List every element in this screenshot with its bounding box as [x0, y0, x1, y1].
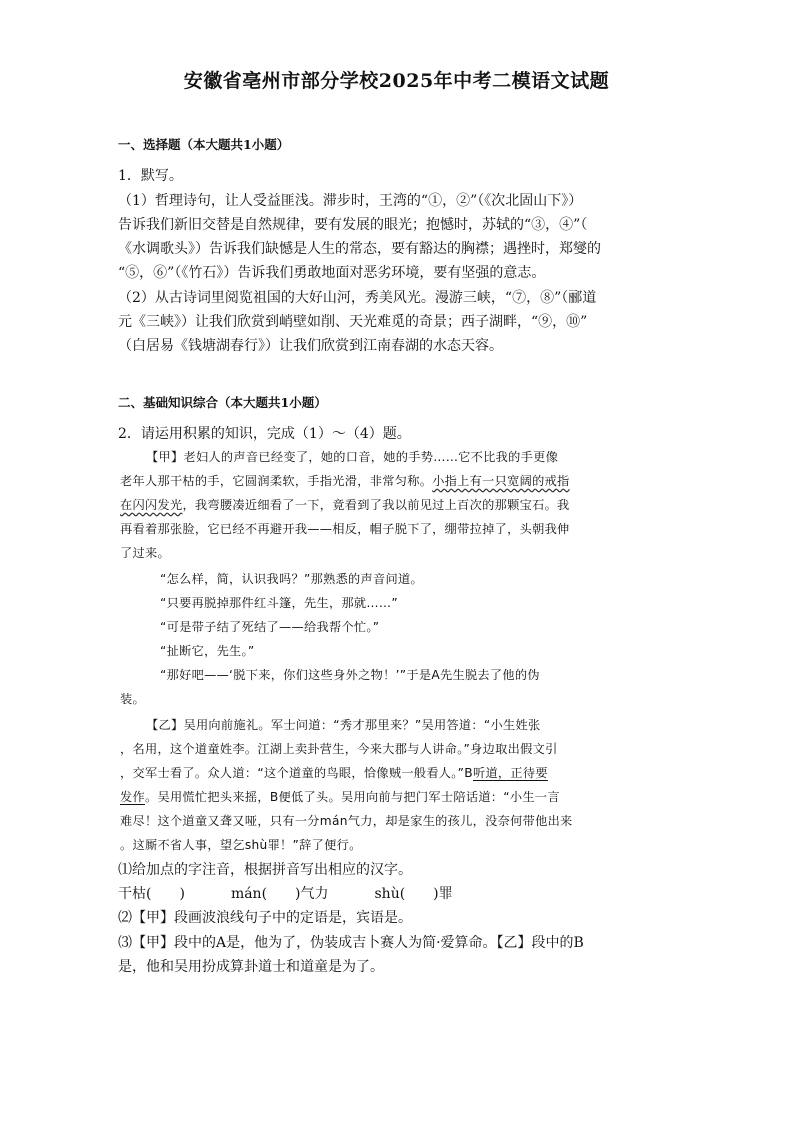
- passage-jia-text: 老年人那干枯的手，它圆润柔软，手指光滑，非常匀称。: [120, 474, 433, 488]
- blank-item: 干枯( ): [118, 886, 185, 902]
- passage-jia-line: [120, 496, 672, 513]
- passage-yi-line: 【乙】吴用向前施礼。军士问道：“秀才那里来？”吴用答道：“小生姓张: [146, 718, 541, 732]
- q1-stem: 1．默写。: [118, 168, 183, 184]
- q1-line: 《水调歌头》）告诉我们缺憾是人生的常态，要有豁达的胸襟；遇挫时，郑燮的: [118, 241, 601, 257]
- blank-item: mán( )气力: [230, 886, 329, 902]
- passage-jia-line: [120, 472, 672, 489]
- passage-jia-line: 再看着那张脸，它已经不再避开我——相反，帽子脱下了，绷带拉掉了，头朝我伸: [120, 522, 570, 536]
- dialogue-line: “那好吧——‘脱下来，你们这些身外之物！’”于是A先生脱去了他的伪: [160, 668, 540, 682]
- underlined-phrase: 发作: [120, 790, 145, 804]
- q1-line: “⑤，⑥”（《竹石》）告诉我们勇敢地面对恶劣环境，要有坚强的意志。: [118, 265, 546, 281]
- dialogue-line: “怎么样，简，认识我吗？”那熟悉的声音问道。: [160, 572, 423, 586]
- sub-question-2: ⑵【甲】段画波浪线句子中的定语是，宾语是。: [118, 910, 412, 926]
- section1-heading: 一、选择题（本大题共1小题）: [118, 137, 290, 152]
- dialogue-line: “只要再脱掉那件红斗篷，先生，那就……”: [160, 596, 399, 610]
- passage-jia-line: 【甲】老妇人的声音已经变了，她的口音，她的手势……它不比我的手更像: [146, 450, 559, 464]
- dialogue-line: 装。: [120, 692, 145, 706]
- sub-question-1-items: [118, 883, 678, 903]
- blank-item: shù( )罪: [374, 886, 453, 902]
- page-title: 安徽省亳州市部分学校2025年中考二模语文试题: [183, 70, 610, 92]
- q1-line: （2）从古诗词里阅览祖国的大好山河，秀美风光。漫游三峡，“⑦，⑧”（郦道: [118, 290, 597, 306]
- underlined-phrase: 听道，正待要: [472, 766, 548, 780]
- q2-stem: 2．请运用积累的知识，完成（1）～（4）题。: [118, 426, 411, 442]
- q1-line: 元《三峡》）让我们欣赏到峭壁如削、天光难觅的奇景；西子湖畔，“⑨，⑩”: [118, 314, 588, 330]
- passage-yi-text: 。吴用慌忙把头来摇，B便低了头。吴用向前与把门军士陪话道：“小生一言: [144, 790, 560, 804]
- wavy-underlined-sentence: 小指上有一只宽阔的戒指: [432, 474, 570, 488]
- passage-jia-line: 了过来。: [120, 546, 170, 560]
- section2-heading: 二、基础知识综合（本大题共1小题）: [118, 395, 327, 410]
- passage-yi-line: 难尽！这个道童又聋又哑，只有一分mán气力，却是家生的孩儿，没奈何带他出来: [120, 814, 573, 828]
- passage-jia-text: ，我弯腰凑近细看了一下，竟看到了我以前见过上百次的那颗宝石。我: [182, 498, 570, 512]
- passage-yi-line: [120, 788, 672, 805]
- q1-line: 告诉我们新旧交替是自然规律，要有发展的眼光；抱憾时，苏轼的“③，④”（: [118, 217, 588, 233]
- sub-question-1: ⑴给加点的字注音，根据拼音写出相应的汉字。: [118, 862, 412, 878]
- dialogue-line: “扯断它，先生。”: [160, 644, 255, 658]
- passage-yi-line: ，名用，这个道童姓李。江湖上卖卦营生，今来大郡与人讲命。”身边取出假文引: [120, 742, 558, 756]
- sub-question-3: ⑶【甲】段中的A是，他为了，伪装成吉卜赛人为简·爱算命。【乙】段中的B: [118, 935, 584, 951]
- sub-question-3: 是，他和吴用扮成算卦道士和道童是为了。: [118, 959, 384, 975]
- dialogue-line: “可是带子结了死结了——给我帮个忙。”: [160, 620, 380, 634]
- q1-line: （1）哲理诗句，让人受益匪浅。滞步时，王湾的“①，②”（《次北固山下》）: [118, 193, 583, 209]
- passage-yi-line: 。这厮不省人事，望乞shù罪！”辞了便行。: [120, 838, 362, 852]
- passage-yi-line: [120, 764, 672, 781]
- wavy-underlined-sentence: 在闪闪发光: [120, 498, 183, 512]
- passage-yi-text: ，交军士看了。众人道：“这个道童的鸟眼，恰像贼一般看人。”B: [120, 766, 473, 780]
- q1-line: （白居易《钱塘湖春行》）让我们欣赏到江南春湖的水态天容。: [118, 338, 503, 354]
